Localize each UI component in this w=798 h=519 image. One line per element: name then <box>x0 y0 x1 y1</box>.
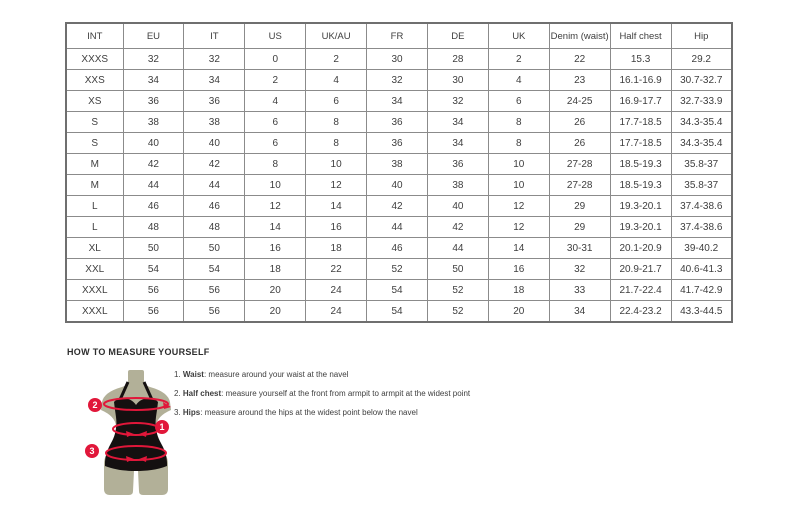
size-value-cell: 36 <box>367 112 428 133</box>
size-value-cell: 4 <box>306 70 367 91</box>
size-value-cell: 54 <box>367 280 428 301</box>
size-value-cell: 32 <box>367 70 428 91</box>
column-header: FR <box>367 23 428 49</box>
size-value-cell: 12 <box>245 196 306 217</box>
table-row <box>66 280 732 301</box>
measure-heading: HOW TO MEASURE YOURSELF <box>67 347 210 357</box>
table-row <box>66 301 732 323</box>
size-value-cell: 34.3-35.4 <box>671 112 732 133</box>
size-value-cell: 36 <box>184 91 245 112</box>
size-value-cell: 2 <box>488 49 549 70</box>
size-value-cell: 12 <box>488 217 549 238</box>
size-chart-table <box>65 22 733 323</box>
size-value-cell: 10 <box>488 175 549 196</box>
size-value-cell: 52 <box>367 259 428 280</box>
size-value-cell: 40.6-41.3 <box>671 259 732 280</box>
column-header: IT <box>184 23 245 49</box>
size-value-cell: 27-28 <box>549 154 610 175</box>
size-value-cell: 32 <box>549 259 610 280</box>
size-value-cell: 6 <box>306 91 367 112</box>
table-row <box>66 217 732 238</box>
size-value-cell: 34 <box>184 70 245 91</box>
int-size-cell: S <box>66 133 123 154</box>
int-size-cell: XXXS <box>66 49 123 70</box>
size-value-cell: 16.1-16.9 <box>610 70 671 91</box>
int-size-cell: XXXL <box>66 280 123 301</box>
column-header: UK/AU <box>306 23 367 49</box>
size-value-cell: 44 <box>123 175 184 196</box>
size-value-cell: 17.7-18.5 <box>610 133 671 154</box>
size-value-cell: 41.7-42.9 <box>671 280 732 301</box>
size-value-cell: 52 <box>427 301 488 323</box>
size-value-cell: 43.3-44.5 <box>671 301 732 323</box>
size-value-cell: 40 <box>184 133 245 154</box>
size-value-cell: 14 <box>245 217 306 238</box>
size-value-cell: 26 <box>549 133 610 154</box>
size-value-cell: 2 <box>245 70 306 91</box>
size-value-cell: 16.9-17.7 <box>610 91 671 112</box>
size-value-cell: 39-40.2 <box>671 238 732 259</box>
size-value-cell: 6 <box>245 133 306 154</box>
table-header-row <box>66 23 732 49</box>
size-value-cell: 44 <box>184 175 245 196</box>
size-value-cell: 19.3-20.1 <box>610 196 671 217</box>
table-row <box>66 154 732 175</box>
size-value-cell: 8 <box>488 133 549 154</box>
table-row <box>66 259 732 280</box>
size-value-cell: 54 <box>184 259 245 280</box>
size-value-cell: 6 <box>488 91 549 112</box>
size-value-cell: 8 <box>306 112 367 133</box>
size-value-cell: 40 <box>123 133 184 154</box>
table-row <box>66 112 732 133</box>
size-value-cell: 12 <box>306 175 367 196</box>
size-value-cell: 4 <box>488 70 549 91</box>
size-value-cell: 32 <box>184 49 245 70</box>
size-value-cell: 30-31 <box>549 238 610 259</box>
size-value-cell: 36 <box>123 91 184 112</box>
size-value-cell: 34 <box>549 301 610 323</box>
size-value-cell: 38 <box>427 175 488 196</box>
size-value-cell: 14 <box>306 196 367 217</box>
size-value-cell: 2 <box>306 49 367 70</box>
size-value-cell: 16 <box>488 259 549 280</box>
size-value-cell: 21.7-22.4 <box>610 280 671 301</box>
size-value-cell: 34 <box>367 91 428 112</box>
table-row <box>66 238 732 259</box>
table-row <box>66 196 732 217</box>
column-header: US <box>245 23 306 49</box>
size-value-cell: 24 <box>306 301 367 323</box>
size-value-cell: 8 <box>488 112 549 133</box>
size-value-cell: 50 <box>123 238 184 259</box>
size-value-cell: 20 <box>245 280 306 301</box>
int-size-cell: XXXL <box>66 301 123 323</box>
size-value-cell: 22 <box>549 49 610 70</box>
size-value-cell: 48 <box>184 217 245 238</box>
size-value-cell: 38 <box>123 112 184 133</box>
size-value-cell: 20.9-21.7 <box>610 259 671 280</box>
size-value-cell: 54 <box>367 301 428 323</box>
size-value-cell: 15.3 <box>610 49 671 70</box>
size-value-cell: 37.4-38.6 <box>671 196 732 217</box>
size-value-cell: 50 <box>427 259 488 280</box>
size-value-cell: 38 <box>367 154 428 175</box>
size-value-cell: 14 <box>488 238 549 259</box>
size-value-cell: 23 <box>549 70 610 91</box>
int-size-cell: M <box>66 154 123 175</box>
size-value-cell: 33 <box>549 280 610 301</box>
size-value-cell: 18.5-19.3 <box>610 175 671 196</box>
size-value-cell: 34 <box>427 133 488 154</box>
size-value-cell: 56 <box>184 280 245 301</box>
measure-instructions <box>174 369 470 426</box>
instruction-item: 3. Hips: measure around the hips at the widest point below the navel <box>174 408 418 417</box>
size-value-cell: 28 <box>427 49 488 70</box>
size-value-cell: 6 <box>245 112 306 133</box>
size-value-cell: 12 <box>488 196 549 217</box>
size-value-cell: 18 <box>245 259 306 280</box>
table-row <box>66 91 732 112</box>
size-value-cell: 22 <box>306 259 367 280</box>
table-row <box>66 133 732 154</box>
size-value-cell: 18 <box>488 280 549 301</box>
size-value-cell: 18 <box>306 238 367 259</box>
int-size-cell: XXS <box>66 70 123 91</box>
size-value-cell: 42 <box>427 217 488 238</box>
int-size-cell: XS <box>66 91 123 112</box>
size-value-cell: 4 <box>245 91 306 112</box>
column-header: Half chest <box>610 23 671 49</box>
size-value-cell: 20 <box>245 301 306 323</box>
size-value-cell: 52 <box>427 280 488 301</box>
column-header: EU <box>123 23 184 49</box>
size-value-cell: 26 <box>549 112 610 133</box>
size-value-cell: 44 <box>427 238 488 259</box>
column-header: Hip <box>671 23 732 49</box>
size-value-cell: 30 <box>427 70 488 91</box>
size-value-cell: 20 <box>488 301 549 323</box>
int-size-cell: L <box>66 196 123 217</box>
size-value-cell: 46 <box>367 238 428 259</box>
column-header: INT <box>66 23 123 49</box>
size-value-cell: 27-28 <box>549 175 610 196</box>
size-value-cell: 10 <box>488 154 549 175</box>
size-value-cell: 29.2 <box>671 49 732 70</box>
size-value-cell: 30 <box>367 49 428 70</box>
size-value-cell: 32.7-33.9 <box>671 91 732 112</box>
size-value-cell: 54 <box>123 259 184 280</box>
size-value-cell: 56 <box>184 301 245 323</box>
size-value-cell: 20.1-20.9 <box>610 238 671 259</box>
int-size-cell: L <box>66 217 123 238</box>
column-header: UK <box>488 23 549 49</box>
int-size-cell: S <box>66 112 123 133</box>
size-value-cell: 42 <box>184 154 245 175</box>
size-value-cell: 38 <box>184 112 245 133</box>
int-size-cell: XXL <box>66 259 123 280</box>
size-value-cell: 37.4-38.6 <box>671 217 732 238</box>
size-value-cell: 50 <box>184 238 245 259</box>
size-value-cell: 19.3-20.1 <box>610 217 671 238</box>
int-size-cell: XL <box>66 238 123 259</box>
size-value-cell: 22.4-23.2 <box>610 301 671 323</box>
size-value-cell: 40 <box>427 196 488 217</box>
size-value-cell: 16 <box>306 217 367 238</box>
size-value-cell: 24-25 <box>549 91 610 112</box>
marker-badge-2-label: 2 <box>92 400 98 411</box>
table-row <box>66 70 732 91</box>
size-value-cell: 35.8-37 <box>671 175 732 196</box>
size-value-cell: 32 <box>123 49 184 70</box>
size-value-cell: 8 <box>245 154 306 175</box>
size-value-cell: 0 <box>245 49 306 70</box>
size-value-cell: 36 <box>367 133 428 154</box>
instruction-item: 1. Waist: measure around your waist at the navel <box>174 370 349 379</box>
table-row <box>66 175 732 196</box>
size-value-cell: 8 <box>306 133 367 154</box>
size-value-cell: 35.8-37 <box>671 154 732 175</box>
size-value-cell: 10 <box>245 175 306 196</box>
size-value-cell: 46 <box>123 196 184 217</box>
marker-badge-1-label: 1 <box>159 422 165 433</box>
size-value-cell: 29 <box>549 196 610 217</box>
column-header: DE <box>427 23 488 49</box>
size-value-cell: 10 <box>306 154 367 175</box>
size-value-cell: 32 <box>427 91 488 112</box>
size-value-cell: 44 <box>367 217 428 238</box>
size-value-cell: 34 <box>123 70 184 91</box>
measurement-figure <box>84 370 188 500</box>
size-value-cell: 29 <box>549 217 610 238</box>
size-value-cell: 48 <box>123 217 184 238</box>
size-value-cell: 30.7-32.7 <box>671 70 732 91</box>
size-value-cell: 16 <box>245 238 306 259</box>
marker-badge-3-label: 3 <box>89 446 95 457</box>
instruction-item: 2. Half chest: measure yourself at the front from armpit to armpit at the widest point <box>174 389 471 398</box>
size-value-cell: 42 <box>367 196 428 217</box>
int-size-cell: M <box>66 175 123 196</box>
table-body <box>66 49 732 323</box>
size-value-cell: 46 <box>184 196 245 217</box>
measurement-diagram <box>84 370 188 500</box>
size-value-cell: 34 <box>427 112 488 133</box>
size-value-cell: 42 <box>123 154 184 175</box>
size-value-cell: 56 <box>123 280 184 301</box>
size-value-cell: 56 <box>123 301 184 323</box>
size-value-cell: 24 <box>306 280 367 301</box>
size-value-cell: 36 <box>427 154 488 175</box>
table-row <box>66 49 732 70</box>
size-value-cell: 18.5-19.3 <box>610 154 671 175</box>
column-header: Denim (waist) <box>549 23 610 49</box>
size-value-cell: 40 <box>367 175 428 196</box>
size-value-cell: 17.7-18.5 <box>610 112 671 133</box>
size-value-cell: 34.3-35.4 <box>671 133 732 154</box>
